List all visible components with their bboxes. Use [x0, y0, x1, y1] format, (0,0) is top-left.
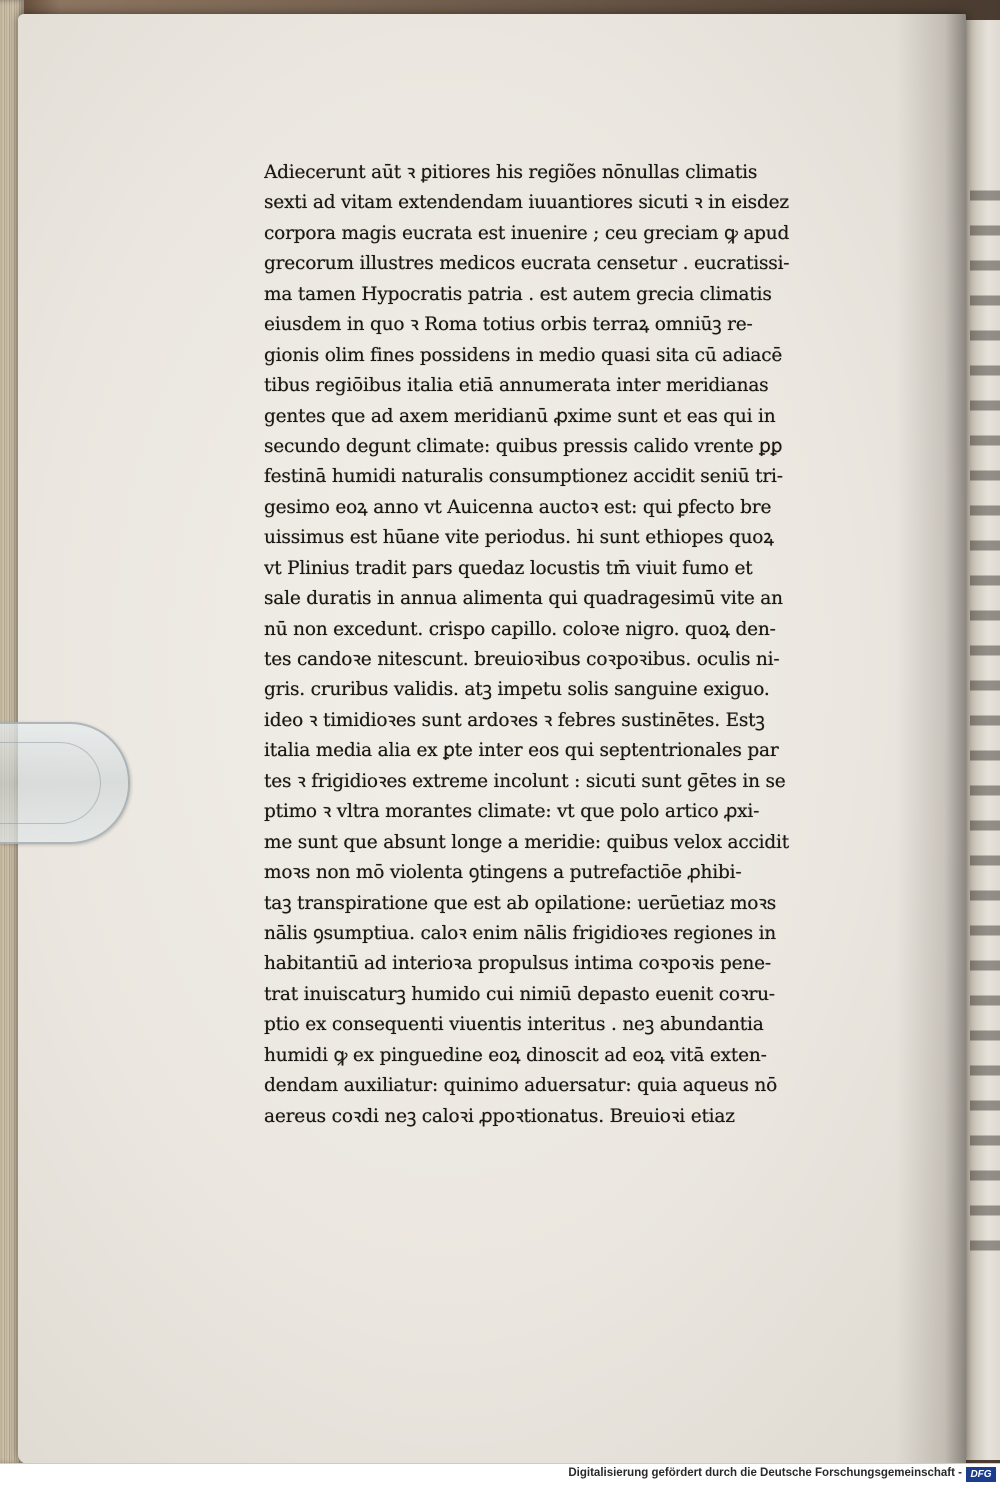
text-line: trat inuiscaturꝫ humido cui nimiū depasto euenit coꝛru-: [264, 983, 775, 1005]
text-line: dendam auxiliatur: quinimo aduersatur: quia aqueus nō: [264, 1075, 778, 1097]
digitization-footer: [0, 1463, 1000, 1486]
bookmark-clip: [0, 722, 130, 844]
gutter-shadow: [896, 14, 966, 1464]
text-line: tibus regiōibus italia etiā annumerata inter meridianas: [264, 375, 769, 397]
text-line: ma tamen Hypocratis patria . est autem grecia climatis: [264, 283, 772, 305]
text-line: tes ꝛ frigidioꝛes extreme incolunt : sicuti sunt gētes in se: [264, 770, 786, 792]
incunable-text-block: [264, 158, 904, 1132]
text-line: humidi ꝙ ex pinguedine eoꝝ dinoscit ad eoꝝ vitā exten-: [264, 1044, 767, 1066]
text-line: sexti ad vitam extendendam iuuantiores sicuti ꝛ in eisdez: [264, 192, 789, 214]
text-line: italia media alia ex ꝑte inter eos qui septentrionales par: [264, 740, 779, 762]
text-line: aereus coꝛdi neꝫ caloꝛi ꝓpoꝛtionatus. Breuioꝛi etiaz: [264, 1105, 735, 1127]
text-line: uissimus est hūane vite periodus. hi sunt ethiopes quoꝝ: [264, 527, 774, 549]
text-line: festinā humidi naturalis consumptionez accidit seniū tri-: [264, 466, 783, 488]
text-line: corpora magis eucrata est inuenire ; ceu greciam ꝙ apud: [264, 222, 790, 244]
text-line: tes candoꝛe nitescunt. breuioꝛibus coꝛpoꝛibus. oculis ni-: [264, 649, 780, 670]
text-line: Adiecerunt aūt ꝛ ꝑitiores his regiões nōnullas climatis: [264, 162, 758, 183]
dfg-logo-icon: DFG: [966, 1467, 996, 1482]
text-line: secundo degunt climate: quibus pressis calido vrente ꝑꝑ: [264, 435, 783, 457]
text-line: habitantiū ad interioꝛa propulsus intima coꝛpoꝛis pene-: [264, 953, 771, 975]
text-line: gionis olim fines possidens in medio quasi sita cū adiacē: [264, 344, 783, 366]
facing-page-text-shadow: [970, 170, 1000, 1270]
funding-credit: Digitalisierung gefördert durch die Deutsche Forschungsgemeinschaft -: [568, 1467, 962, 1479]
text-line: nālis ꝯsumptiua. caloꝛ enim nālis frigidioꝛes regiones in: [264, 922, 777, 944]
text-line: sale duratis in annua alimenta qui quadragesimū vite an: [264, 588, 783, 610]
text-line: eiusdem in quo ꝛ Roma totius orbis terraꝝ omniūꝫ re-: [264, 314, 753, 336]
text-line: grecorum illustres medicos eucrata censetur . eucratissi-: [264, 253, 790, 275]
text-line: gesimo eoꝝ anno vt Auicenna auctoꝛ est: qui ꝑfecto bre: [264, 496, 772, 518]
text-line: taꝫ transpiratione que est ab opilatione: uerūetiaz moꝛs: [264, 892, 777, 914]
text-line: ptimo ꝛ vltra morantes climate: vt que polo artico ꝓxi-: [264, 801, 760, 823]
text-line: ideo ꝛ timidioꝛes sunt ardoꝛes ꝛ febres sustinētes. Estꝫ: [264, 709, 765, 731]
text-line: ptio ex consequenti viuentis interitus . neꝫ abundantia: [264, 1014, 764, 1036]
text-line: gentes que ad axem meridianū ꝓxime sunt et eas qui in: [264, 405, 776, 427]
text-line: moꝛs non mō violenta ꝯtingens a putrefactiōe ꝓhibi-: [264, 862, 742, 884]
text-line: vt Plinius tradit pars quedaz locustis tm̄ viuit fumo et: [264, 557, 753, 579]
text-line: nū non excedunt. crispo capillo. coloꝛe nigro. quoꝝ den-: [264, 618, 776, 640]
text-line: me sunt que absunt longe a meridie: quibus velox accidit: [264, 831, 789, 853]
text-line: gris. cruribus validis. atꝫ impetu solis sanguine exiguo.: [264, 679, 770, 701]
bookmark-clip-inner: [0, 742, 101, 824]
